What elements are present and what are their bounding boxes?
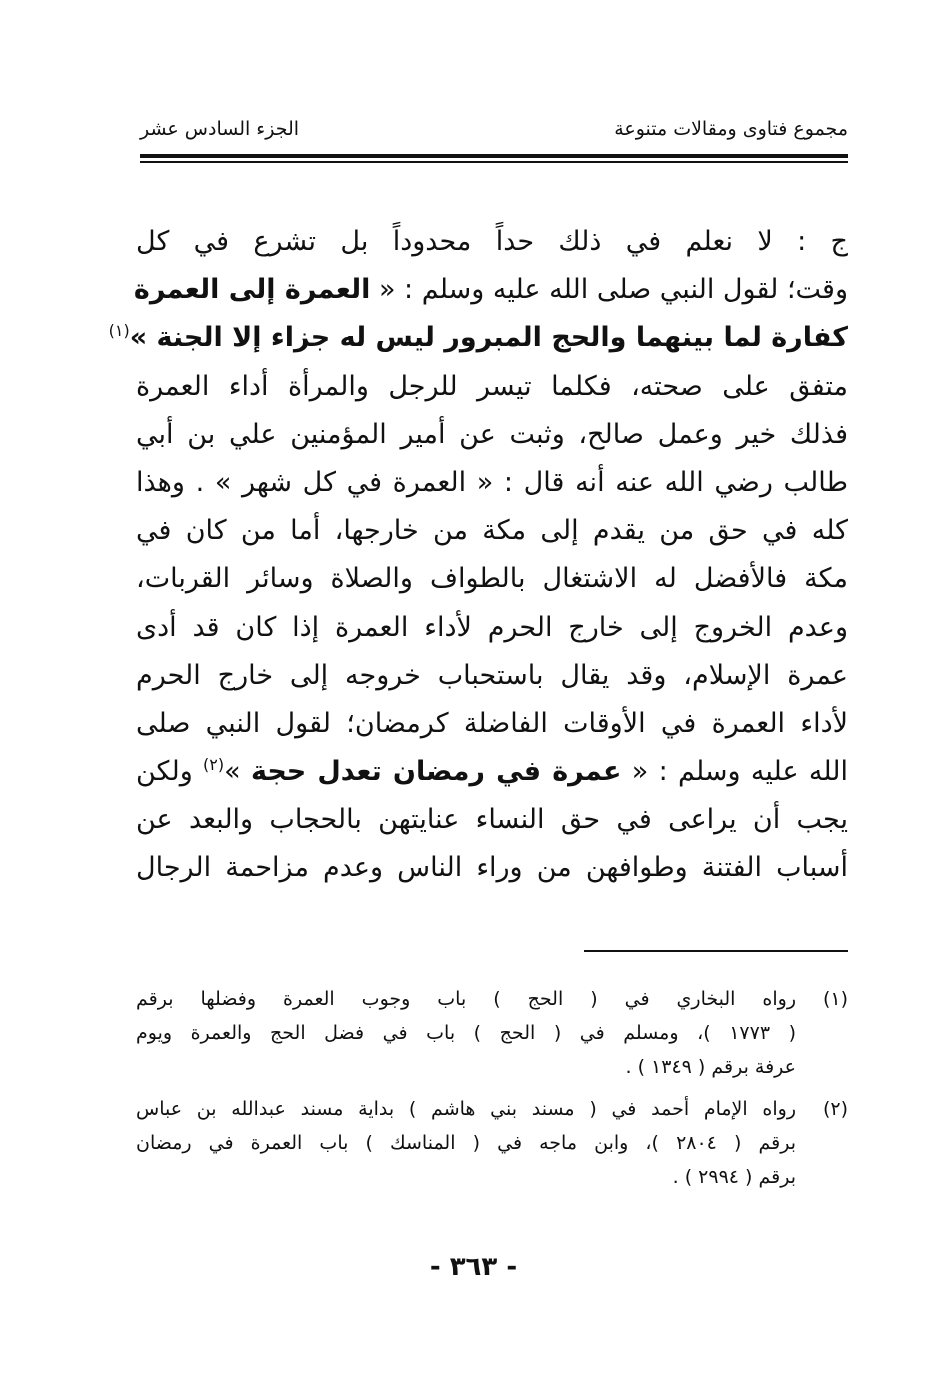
footnote-line: رواه البخاري في ( الحج ) باب وجوب العمرة وفضلها برقم (136, 988, 796, 1010)
body-text-segment: كله في حق من يقدم إلى مكة من خارجها، أما من كان في (136, 515, 848, 547)
header-rule-thick (140, 154, 848, 158)
body-line (136, 459, 848, 507)
body-line (136, 555, 848, 603)
body-line (136, 796, 848, 844)
footnote-line: برقم ( ٢٩٩٤ ) . (672, 1166, 796, 1188)
body-line (136, 411, 848, 459)
footnote-number: (١) (822, 988, 848, 1010)
footnote-separator (584, 950, 848, 952)
footnotes (136, 982, 848, 1202)
body-text-segment: ولكن (136, 756, 204, 788)
body-line (136, 507, 848, 555)
page-number: - ٣٦٣ - (429, 1252, 518, 1282)
volume-label: الجزء السادس عشر (140, 118, 300, 140)
hadith-quote: عمرة في رمضان تعدل حجة (250, 756, 622, 788)
footnote-line: ( ١٧٧٣ )، ومسلم في ( الحج ) باب في فضل الحج والعمرة ويوم (136, 1022, 797, 1044)
header-rule-thin (140, 161, 848, 163)
body-text-segment: مكة فالأفضل له الاشتغال بالطواف والصلاة وسائر القربات، (136, 563, 848, 595)
footnote (136, 1092, 848, 1194)
body-text-segment: عمرة الإسلام، وقد يقال باستحباب خروجه إلى خارج الحرم (136, 659, 848, 691)
body-text-segment: فذلك خير وعمل صالح، وثبت عن أمير المؤمنين علي بن أبي (136, 418, 848, 450)
hadith-quote: العمرة إلى العمرة (133, 274, 371, 306)
body-line (136, 748, 848, 796)
body-line (108, 314, 848, 362)
body-text-segment: متفق على صحته، فكلما تيسر للرجل والمرأة أداء العمرة (136, 370, 848, 402)
footnote-line: رواه الإمام أحمد في ( مسند بني هاشم ) بداية مسند عبدالله بن عباس (136, 1098, 796, 1120)
footnote (136, 982, 848, 1084)
body-text-segment: ج : لا نعلم في ذلك حداً محدوداً بل تشرع في كل (136, 226, 848, 257)
footnote-line: عرفة برقم ( ١٣٤٩ ) . (625, 1056, 796, 1078)
footnote-number: (٢) (822, 1098, 848, 1120)
hadith-quote: كفارة لما بينهما والحج المبرور ليس له جزاء إلا الجنة » (129, 322, 848, 354)
body-text-segment: » (224, 756, 251, 788)
running-header (140, 112, 848, 148)
footnote-reference: (٢) (203, 755, 225, 775)
body-text-segment: أسباب الفتنة وطوافهن من وراء الناس وعدم مزاحمة الرجال (136, 852, 848, 884)
body-text-segment: وعدم الخروج إلى خارج الحرم لأداء العمرة إذا كان قد أدى (136, 611, 848, 643)
body-text-segment: الله عليه وسلم : « (621, 756, 849, 788)
book-title: مجموع فتاوى ومقالات متنوعة (614, 118, 848, 140)
body-line (136, 652, 848, 700)
body-line (136, 218, 848, 266)
body-line (136, 604, 848, 652)
body-line (136, 363, 848, 411)
body-text-segment: طالب رضي الله عنه أنه قال : « العمرة في كل شهر » . وهذا (136, 466, 848, 498)
body-text-segment: يجب أن يراعى في حق النساء عنايتهن بالحجاب والبعد عن (136, 804, 848, 836)
body-text-segment: لأداء العمرة في الأوقات الفاضلة كرمضان؛ لقول النبي صلى (136, 707, 848, 739)
body-text (108, 218, 849, 893)
footnote-reference: (١) (108, 321, 130, 341)
body-line (133, 266, 848, 314)
body-line (136, 844, 848, 892)
body-line (136, 700, 848, 748)
body-text-segment: وقت؛ لقول النبي صلى الله عليه وسلم : « (370, 274, 848, 306)
footnote-line: برقم ( ٢٨٠٤ )، وابن ماجه في ( المناسك ) باب العمرة في رمضان (136, 1132, 796, 1154)
